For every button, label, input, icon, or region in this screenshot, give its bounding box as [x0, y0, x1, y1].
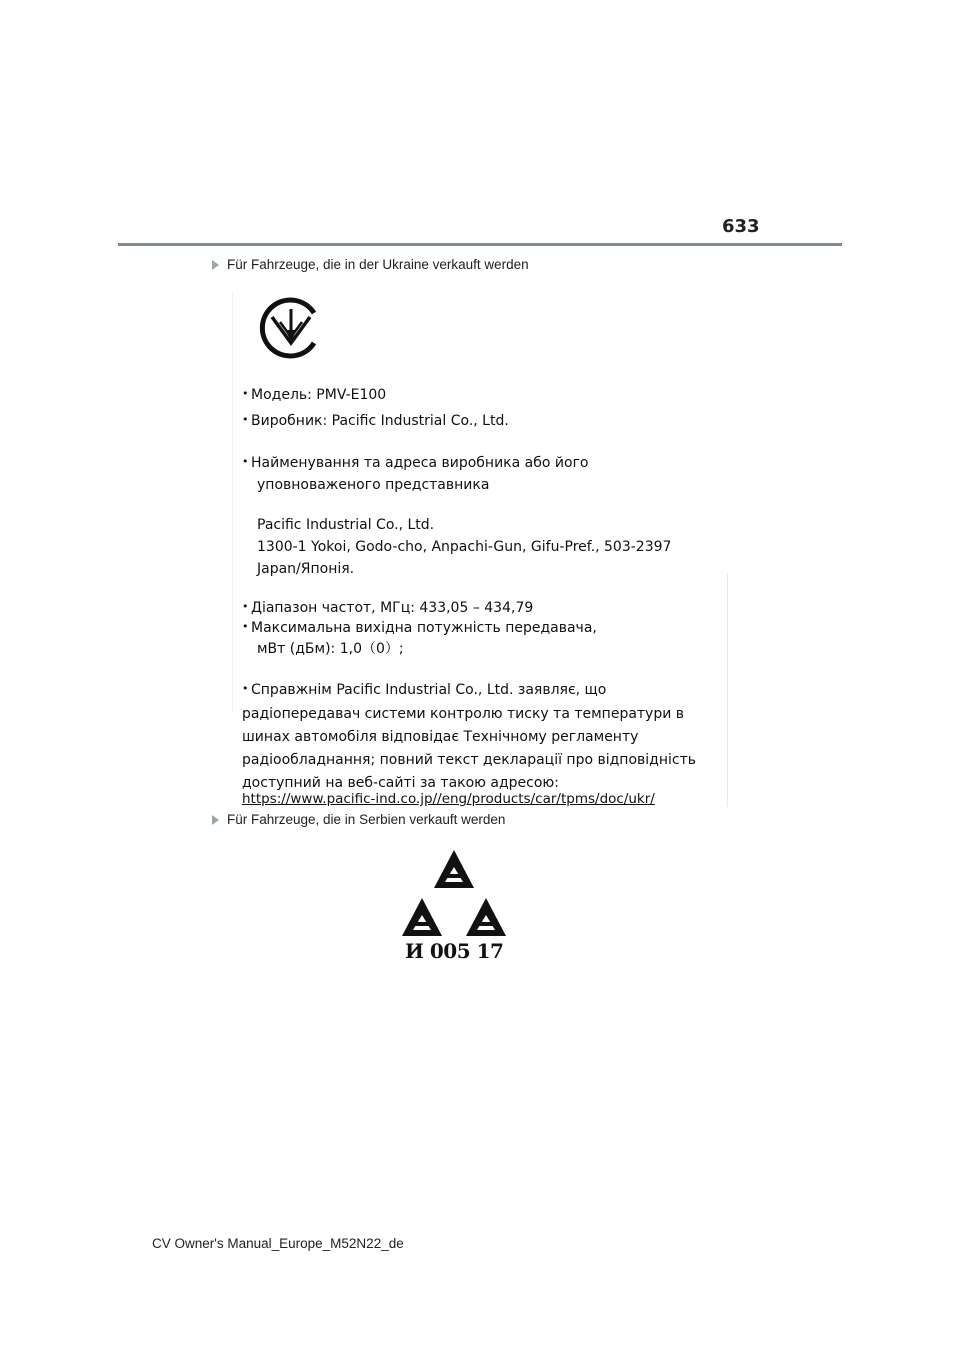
- cert-model: • Модель: PMV-E100: [251, 384, 386, 406]
- cert-declaration-line: доступний на веб-сайті за такою адресою:: [242, 775, 559, 791]
- section-heading-serbia: [212, 812, 505, 827]
- scan-edge: [232, 291, 233, 711]
- cert-representative-heading-cont: уповноваженого представника: [257, 477, 490, 493]
- triangle-bullet-icon: [212, 815, 219, 825]
- ukraine-conformity-mark-icon: [258, 295, 324, 361]
- cert-declaration-line: радіообладнання; повний текст декларації про відповідність: [242, 752, 696, 768]
- cert-declaration-line: радіопередавач системи контролю тиску та температури в: [242, 706, 685, 722]
- scan-edge: [727, 573, 728, 807]
- cert-country: Japan/Японія.: [257, 561, 355, 577]
- cert-company: Pacific Industrial Co., Ltd.: [257, 517, 435, 533]
- cert-declaration: • Справжнім Pacific Industrial Co., Ltd. заявляє, що: [251, 679, 606, 701]
- cert-address: 1300-1 Yokoi, Godo-cho, Anpachi-Gun, Gifu-Pref., 503-2397: [257, 539, 672, 555]
- cert-power: • Максимальна вихідна потужність передавача,: [251, 617, 597, 639]
- cert-representative-heading: • Найменування та адреса виробника або його: [251, 452, 588, 474]
- triangle-bullet-icon: [212, 260, 219, 270]
- header-rule: [118, 243, 842, 246]
- ukraine-certificate: [232, 283, 728, 807]
- section-heading-serbia-text: Für Fahrzeuge, die in Serbien verkauft werden: [227, 812, 506, 827]
- page-number: 633: [722, 216, 760, 237]
- cert-url-link[interactable]: https://www.pacific-ind.co.jp//eng/products/car/tpms/doc/ukr/: [242, 791, 655, 807]
- cert-power-value: мВт (дБм): 1,0（0）;: [257, 641, 404, 657]
- serbia-mark-code: И 005 17: [405, 939, 504, 963]
- footer-manual-id: CV Owner's Manual_Europe_M52N22_de: [152, 1236, 404, 1251]
- section-heading-ukraine-text: Für Fahrzeuge, die in der Ukraine verkauft werden: [227, 257, 529, 272]
- section-heading-ukraine: [212, 257, 529, 272]
- cert-manufacturer: • Виробник: Pacific Industrial Co., Ltd.: [251, 410, 509, 432]
- cert-declaration-line: шинах автомобіля відповідає Технічному регламенту: [242, 729, 639, 745]
- cert-frequency: • Діапазон частот, МГц: 433,05 – 434,79: [251, 597, 533, 619]
